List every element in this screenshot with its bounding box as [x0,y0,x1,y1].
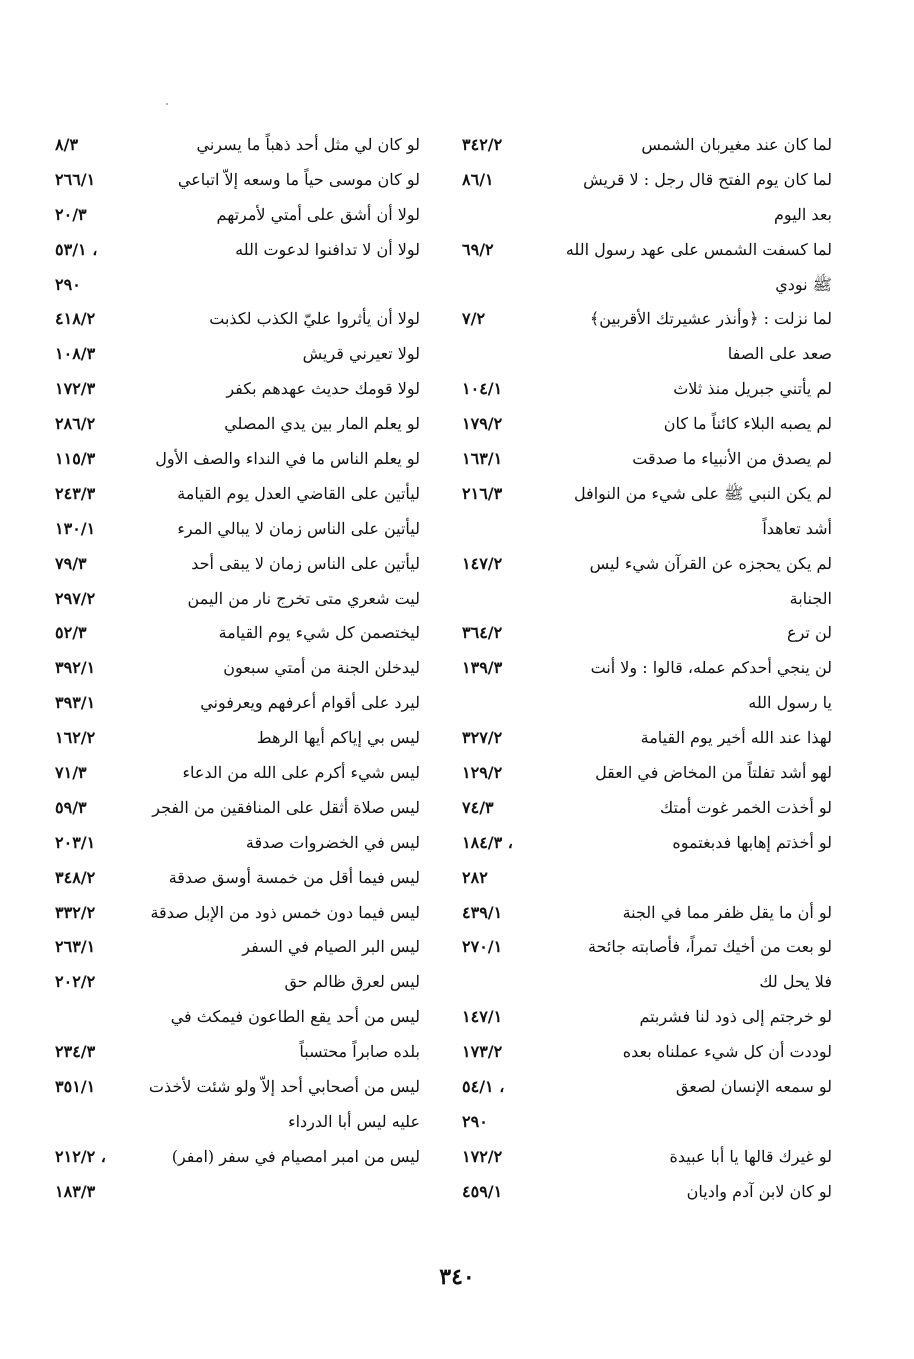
hadith-text: لو أن ما يقل ظفر مما في الجنة [622,902,832,922]
volume-page-ref: ٣٤٨/٢ [55,867,96,887]
entry-line [462,268,832,303]
volume-page-ref: ٣٢٧/٢ [462,728,503,748]
index-entry [462,1070,832,1140]
entry-line [55,233,420,268]
hadith-text: لو كان لي مثل أحد ذهباً ما يسرني [196,135,420,154]
volume-page-ref: ٦٩/٢ [462,239,494,259]
volume-page-ref: ٢١٦/٣ [462,483,503,503]
entry-line [462,198,832,233]
entry-line [55,442,420,477]
volume-page-ref: ٤١٨/٢ [55,309,96,329]
entry-line [55,582,420,617]
hadith-text: صعد على الصفا [727,344,832,364]
hadith-text: لو كان لابن آدم واديان [686,1181,832,1201]
hadith-text: ليس بي إياكم أيها الرهط [256,728,420,748]
index-entry [462,128,832,163]
hadith-text: لو بعت من أخيك تمراً، فأصابته جائحة [587,937,832,957]
index-entry [55,686,420,721]
entry-line [462,372,832,407]
hadith-text: ليس في الخضروات صدقة [245,832,420,852]
entry-line [55,128,420,163]
index-entry [462,442,832,477]
entry-line [462,686,832,721]
entry-line [462,477,832,512]
volume-page-ref: ٥٤/١ ، [462,1077,505,1097]
hadith-text: لم يأتني جبريل منذ ثلاث [673,379,832,399]
hadith-text: لولا تعيرني قريش [302,344,420,364]
hadith-text: لو أخذت الخمر غوت أمتك [659,797,832,817]
entry-line [462,1175,832,1210]
index-entry [55,337,420,372]
hadith-text: ليس صلاة أثقل على المنافقين من الفجر [152,797,420,817]
index-entry [462,547,832,617]
hadith-text: بعد اليوم [774,204,832,224]
hadith-text: لما كسفت الشمس على عهد رسول الله [565,239,832,259]
entry-line [55,1000,420,1035]
volume-page-ref: ١٠٤/١ [462,379,503,399]
index-entry [55,477,420,512]
entry-line [462,896,832,931]
page-number: ٣٤٠ [439,1264,475,1290]
volume-page-ref: ١٧٣/٢ [462,1042,503,1062]
volume-page-ref: ٤٥٩/١ [462,1181,503,1201]
volume-page-ref: ١٧٢/٢ [462,1146,503,1166]
hadith-text: لن ترع [787,623,832,643]
entry-line [55,721,420,756]
entry-line [462,407,832,442]
index-entry [462,233,832,303]
index-column-left [55,128,420,1210]
hadith-text: لولا قومك حديث عهدهم بكفر [226,379,420,399]
index-entry [55,1070,420,1140]
entry-line [55,1175,420,1210]
volume-page-ref: ٢٠/٣ [55,204,87,224]
index-entry [55,965,420,1000]
volume-page-ref: ٤٣٩/١ [462,902,503,922]
index-entry [55,163,420,198]
volume-page-ref: ٥٩/٣ [55,797,87,817]
hadith-text: لو سمعه الإنسان لصعق [675,1077,832,1097]
volume-page-ref: ٢٠٢/٢ [55,972,96,992]
volume-page-ref: ٣٩٣/١ [55,693,96,713]
index-entry [55,861,420,896]
scan-speck [166,103,168,105]
hadith-text: لم يصدق من الأنبياء ما صدقت [632,449,832,469]
entry-line [462,582,832,617]
index-entry [55,1000,420,1070]
hadith-text: ليأتين على الناس زمان لا يبقى أحد [191,553,420,573]
hadith-text: أشد تعاهداً [762,518,832,538]
index-entry [462,721,832,756]
hadith-text: لو كان موسى حياً ما وسعه إلاّ اتباعي [177,169,420,189]
entry-line [55,686,420,721]
entry-line [55,896,420,931]
hadith-text: لم يكن يحجزه عن القرآن شيء ليس [589,553,832,573]
entry-line [55,861,420,896]
volume-page-ref: ٣٤٢/٢ [462,135,503,154]
index-entry [55,1140,420,1210]
index-entry [462,163,832,233]
entry-line [55,547,420,582]
hadith-text: ليأتين على الناس زمان لا يبالي المرء [177,518,420,538]
index-entry [462,1175,832,1210]
volume-page-ref: ٧/٢ [462,309,486,329]
entry-line [462,616,832,651]
volume-page-ref: ١٤٧/١ [462,1007,503,1027]
hadith-text: لو خرجتم إلى ذود لنا فشربتم [639,1007,832,1027]
entry-line [55,198,420,233]
index-entry [55,198,420,233]
hadith-text: لو أخذتم إهابها فدبغتموه [672,832,832,852]
volume-page-ref: ٢٩٧/٢ [55,588,96,608]
index-entry [55,896,420,931]
index-entry [55,756,420,791]
index-entry [55,616,420,651]
volume-page-ref: ٨٦/١ [462,169,494,189]
index-entry [55,547,420,582]
entry-line [55,930,420,965]
hadith-text: ليس فيما دون خمس ذود من الإبل صدقة [150,902,420,922]
entry-line [462,128,832,163]
entry-line [55,616,420,651]
entry-line [55,268,420,303]
entry-line [55,512,420,547]
entry-line [55,302,420,337]
hadith-text: ليرد على أقوام أعرفهم ويعرفوني [200,693,420,713]
entry-line [462,547,832,582]
volume-page-ref: ١١٥/٣ [55,449,96,469]
hadith-text: لوددت أن كل شيء عملناه بعده [622,1042,832,1062]
index-entry [55,930,420,965]
hadith-text: لما نزلت : ﴿وأنذر عشيرتك الأقربين﴾ [589,309,832,329]
hadith-text: ليس من امبر امصيام في سفر (امفر) [171,1146,420,1166]
entry-line [55,1140,420,1175]
entry-line [462,442,832,477]
hadith-text: ليأتين على القاضي العدل يوم القيامة [177,483,420,503]
index-entry [462,1035,832,1070]
entry-line [55,826,420,861]
index-entry [462,1000,832,1035]
hadith-text: فلا يحل لك [759,972,832,992]
index-entry [462,896,832,931]
volume-page-ref: ٢٠٣/١ [55,832,96,852]
volume-page-ref: ١٨٤/٣ ، [462,832,513,852]
hadith-text: لهذا عند الله أخير يوم القيامة [640,728,832,748]
index-entry [462,651,832,721]
entry-line [462,302,832,337]
entry-line [462,337,832,372]
entry-line [462,512,832,547]
volume-page-ref: ٢١٢/٢ ، [55,1146,106,1166]
index-entry [55,721,420,756]
index-entry [462,616,832,651]
index-entry [462,302,832,372]
volume-page-ref: ١٧٢/٣ [55,379,96,399]
volume-page-ref: ٧٤/٣ [462,797,494,817]
volume-page-ref: ٧٩/٣ [55,553,87,573]
volume-page-ref: ١٤٧/٢ [462,553,503,573]
hadith-text: بلده صابراً محتسباً [299,1042,420,1062]
entry-line [55,965,420,1000]
hadith-text: ليس البر الصيام في السفر [242,937,420,957]
volume-page-ref: ١٦٢/٢ [55,728,96,748]
index-entry [55,826,420,861]
volume-page-ref: ٣٣٢/٢ [55,902,96,922]
entry-line [55,1035,420,1070]
entry-line [462,965,832,1000]
index-column-right [462,128,832,1210]
volume-page-ref: ٢٦٣/١ [55,937,96,957]
entry-line [462,1035,832,1070]
index-entry [55,442,420,477]
volume-page-ref: ٥٢/٣ [55,623,87,643]
hadith-text: ليت شعري متى تخرج نار من اليمن [187,588,420,608]
hadith-text: لم يكن النبي ﷺ على شيء من النوافل [573,483,832,503]
volume-page-ref: ١٧٩/٢ [462,414,503,434]
index-entry [462,756,832,791]
entry-line [55,163,420,198]
entry-line [55,407,420,442]
hadith-text: ليدخلن الجنة من أمتي سبعون [223,658,420,678]
hadith-text: لو غيرك قالها يا أبا عبيدة [669,1146,832,1166]
index-entry [55,407,420,442]
volume-page-ref: ٢٣٤/٣ [55,1042,96,1062]
index-entry [55,128,420,163]
index-entry [55,302,420,337]
index-entry [55,582,420,617]
volume-page-ref: ٢٦٦/١ [55,169,96,189]
index-entry [55,651,420,686]
volume-page-ref: ٣٩٢/١ [55,658,96,678]
index-entry [462,407,832,442]
hadith-text: عليه ليس أبا الدرداء [288,1111,420,1131]
hadith-text: الجنابة [789,588,832,608]
hadith-text: ليس فيما أقل من خمسة أوسق صدقة [168,867,420,887]
entry-line [462,756,832,791]
hadith-text: لو يعلم المار بين يدي المصلي [224,414,420,434]
index-entry [462,372,832,407]
entry-line [55,756,420,791]
entry-line [462,721,832,756]
index-entry [462,477,832,547]
volume-page-ref: ٢٧٠/١ [462,937,503,957]
entry-line [462,1070,832,1105]
hadith-text: ليختصمن كل شيء يوم القيامة [218,623,420,643]
entry-line [55,1070,420,1105]
volume-page-ref: ٧١/٣ [55,763,87,783]
volume-page-ref: ١٣٠/١ [55,518,96,538]
volume-page-ref: ٥٣/١ ، [55,239,98,259]
hadith-text: لولا أن يأثروا عليّ الكذب لكذبت [209,309,420,329]
volume-page-ref: ١٦٣/١ [462,449,503,469]
hadith-text: ليس من أحد يقع الطاعون فيمكث في [170,1007,420,1027]
volume-page-ref: ٢٩٠ [462,1111,488,1131]
hadith-text: لولا أن أشق على أمتي لأمرتهم [216,204,420,224]
index-entry [55,791,420,826]
index-entry [462,1140,832,1175]
volume-page-ref: ٣٥١/١ [55,1077,96,1097]
volume-page-ref: ٢٩٠ [55,274,81,294]
hadith-text: لم يصبه البلاء كائناً ما كان [663,414,832,434]
hadith-text: ليس لعرق ظالم حق [284,972,420,992]
entry-line [462,861,832,896]
entry-line [462,233,832,268]
hadith-text: لهو أشد تفلتاً من المخاض في العقل [595,763,832,783]
volume-page-ref: ٢٨٦/٢ [55,414,96,434]
hadith-text: ليس شيء أكرم على الله من الدعاء [182,763,420,783]
entry-line [462,826,832,861]
hadith-text: لن ينجي أحدكم عمله، قالوا : ولا أنت [590,658,832,678]
entry-line [55,651,420,686]
hadith-text: لما كان يوم الفتح قال رجل : لا قريش [583,169,832,189]
index-entry [462,791,832,826]
hadith-text: لو يعلم الناس ما في النداء والصف الأول [155,449,420,469]
entry-line [55,477,420,512]
entry-line [462,651,832,686]
entry-line [462,930,832,965]
index-entry [462,826,832,896]
entry-line [462,1000,832,1035]
hadith-text: لولا أن لا تدافنوا لدعوت الله [235,239,420,259]
index-entry [462,930,832,1000]
entry-line [462,163,832,198]
index-entry [55,512,420,547]
volume-page-ref: ٣٦٤/٢ [462,623,503,643]
hadith-text: لما كان عند مغيربان الشمس [641,135,832,154]
hadith-text: يا رسول الله [748,693,832,713]
volume-page-ref: ١٣٩/٣ [462,658,503,678]
volume-page-ref: ١٠٨/٣ [55,344,96,364]
volume-page-ref: ١٢٩/٢ [462,763,503,783]
entry-line [55,1105,420,1140]
entry-line [462,791,832,826]
hadith-text: ﷺ نودي [775,274,832,294]
entry-line [55,791,420,826]
entry-line [55,337,420,372]
hadith-text: ليس من أصحابي أحد إلاّ ولو شئت لأخذت [148,1077,420,1097]
volume-page-ref: ١٨٣/٣ [55,1181,96,1201]
entry-line [462,1105,832,1140]
volume-page-ref: ٢٤٣/٣ [55,483,96,503]
volume-page-ref: ٨/٣ [55,135,79,154]
index-entry [55,372,420,407]
entry-line [462,1140,832,1175]
volume-page-ref: ٢٨٢ [462,867,488,887]
index-entry [55,233,420,303]
entry-line [55,372,420,407]
